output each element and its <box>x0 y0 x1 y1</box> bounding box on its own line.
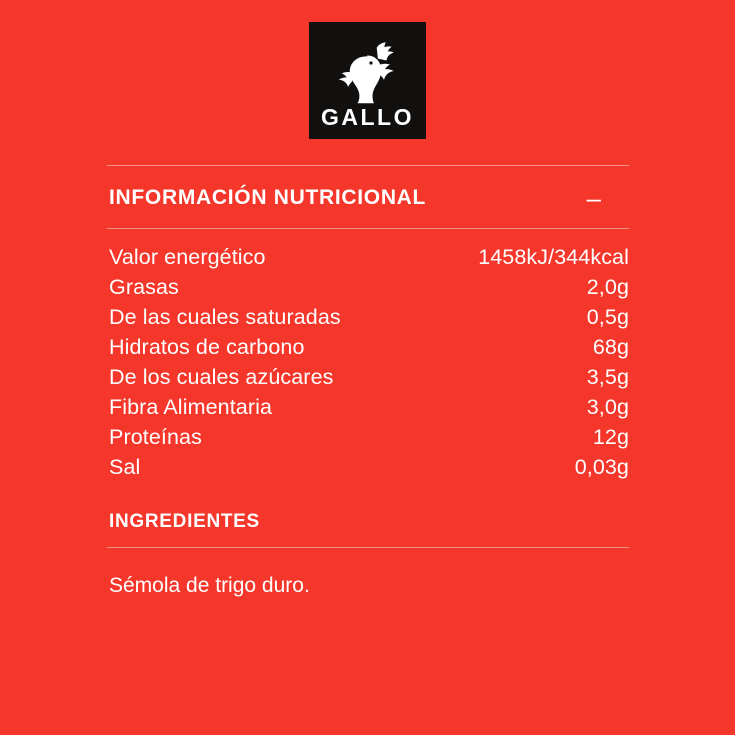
nutrient-label: De las cuales saturadas <box>109 305 341 329</box>
nutrient-label: De los cuales azúcares <box>109 365 334 389</box>
table-row <box>107 243 629 273</box>
nutrient-value: 12g <box>592 425 629 449</box>
nutrient-value: 3,0g <box>586 395 629 419</box>
nutrient-value: 0,03g <box>574 455 629 479</box>
table-row <box>107 423 629 453</box>
nutrient-value: 3,5g <box>586 365 629 389</box>
table-row <box>107 363 629 393</box>
nutrient-label: Sal <box>109 455 141 479</box>
nutrient-label: Proteínas <box>109 425 202 449</box>
nutrition-table <box>107 229 629 483</box>
nutrient-value: 2,0g <box>586 275 629 299</box>
ingredients-section-title: INGREDIENTES <box>109 511 260 532</box>
nutrient-label: Fibra Alimentaria <box>109 395 273 419</box>
nutrient-label: Hidratos de carbono <box>109 335 305 359</box>
ingredients-body <box>107 548 629 598</box>
collapse-minus-icon[interactable]: – <box>586 183 601 213</box>
nutrient-label: Grasas <box>109 275 179 299</box>
table-row <box>107 303 629 333</box>
table-row <box>107 453 629 483</box>
nutrition-panel <box>107 165 629 598</box>
table-row <box>107 393 629 423</box>
nutrition-section-title: INFORMACIÓN NUTRICIONAL <box>109 186 427 209</box>
nutrient-value: 1458kJ/344kcal <box>478 245 629 269</box>
nutrition-section-header[interactable] <box>107 166 629 228</box>
ingredients-section-header[interactable] <box>107 483 629 547</box>
rooster-icon <box>334 42 402 104</box>
table-row <box>107 273 629 303</box>
table-row <box>107 333 629 363</box>
brand-logo-text: GALLO <box>321 104 414 130</box>
brand-logo <box>309 22 426 139</box>
nutrient-value: 0,5g <box>586 305 629 329</box>
ingredients-text: Sémola de trigo duro. <box>109 574 310 597</box>
nutrient-label: Valor energético <box>109 245 266 269</box>
nutrient-value: 68g <box>592 335 629 359</box>
